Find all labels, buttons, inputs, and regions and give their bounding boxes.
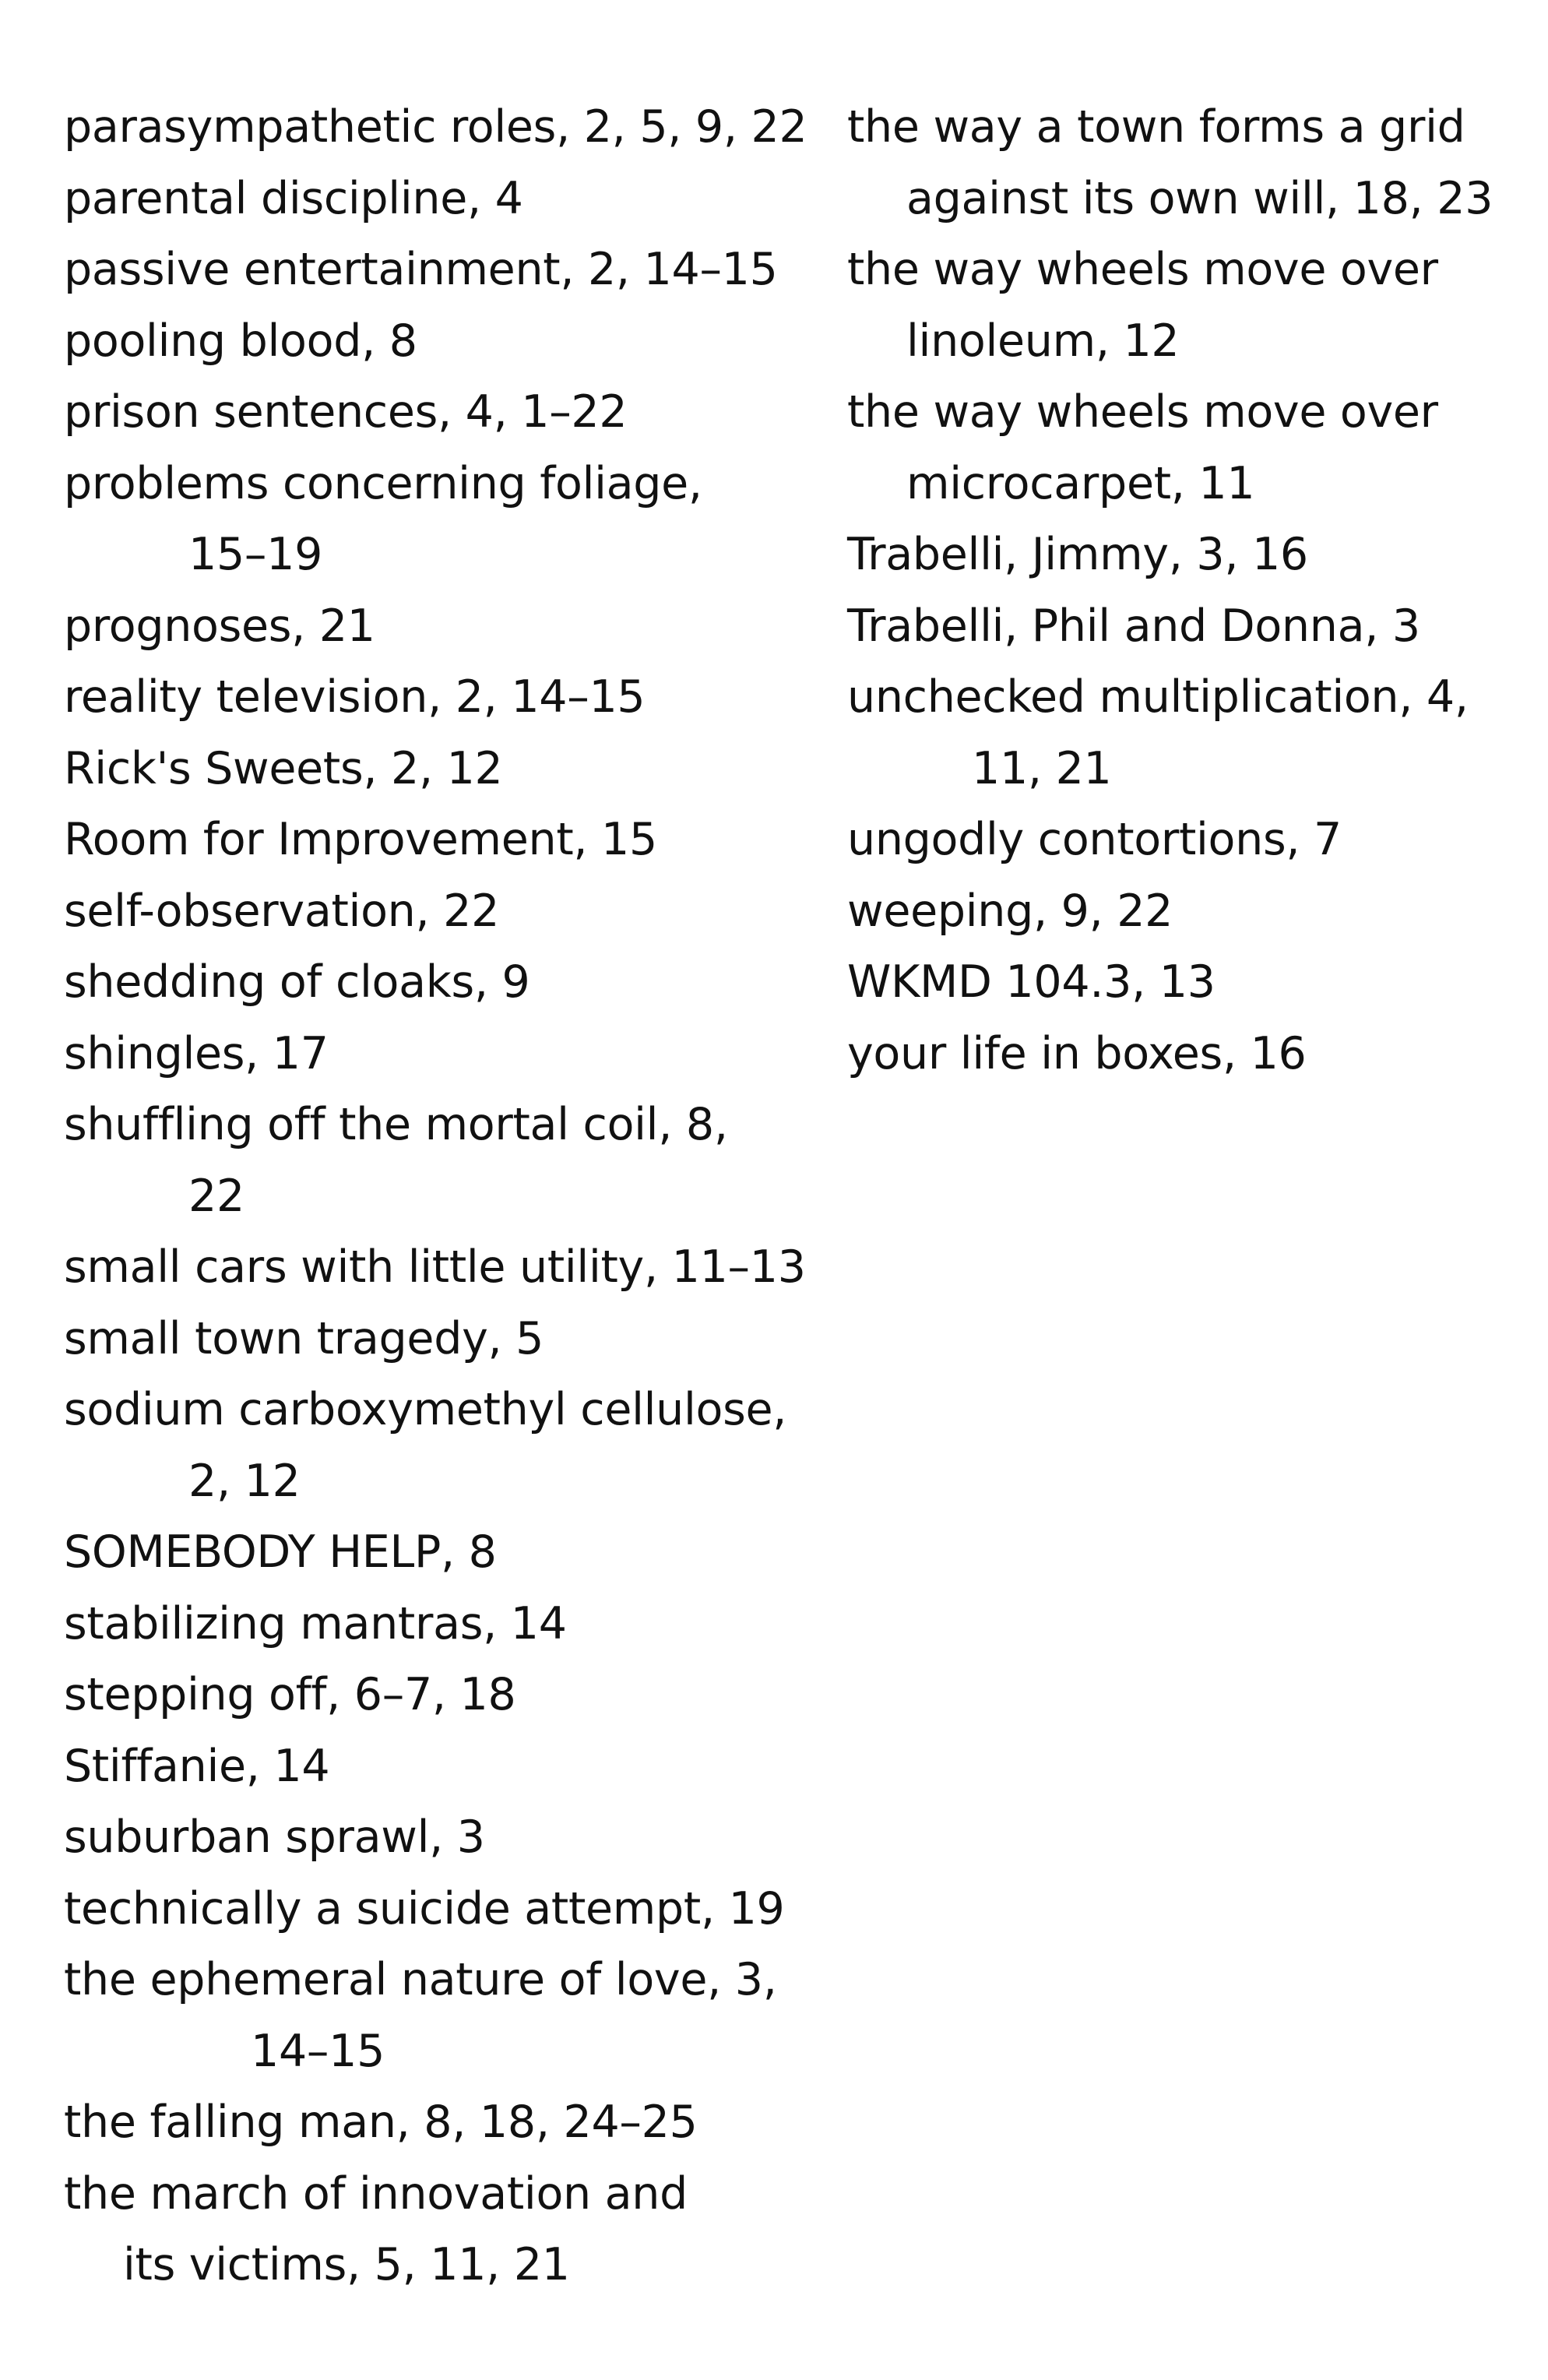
index-entry-continuation: against its own will, 18, 23 (906, 172, 1493, 224)
index-entry-continuation: linoleum, 12 (906, 315, 1180, 367)
index-entry: technically a suicide attempt, 19 (64, 1882, 785, 1935)
index-entry: parasympathetic roles, 2, 5, 9, 22 (64, 101, 807, 153)
index-entry: the way wheels move over (847, 386, 1438, 438)
index-entry: small town tragedy, 5 (64, 1312, 544, 1364)
index-entry: the march of innovation and (64, 2167, 688, 2220)
index-entry: self-observation, 22 (64, 885, 500, 937)
index-entry: parental discipline, 4 (64, 172, 523, 224)
index-entry-continuation: microcarpet, 11 (906, 457, 1255, 509)
index-entry: stabilizing mantras, 14 (64, 1597, 567, 1649)
index-entry: prognoses, 21 (64, 600, 375, 652)
index-entry: ungodly contortions, 7 (847, 814, 1342, 865)
index-entry: Stiffanie, 14 (64, 1740, 330, 1792)
index-entry: Rick's Sweets, 2, 12 (64, 742, 503, 794)
index-entry: the ephemeral nature of love, 3, (64, 1954, 777, 2005)
index-entry: unchecked multiplication, 4, (847, 671, 1469, 723)
index-entry: the way a town forms a grid (847, 101, 1465, 153)
index-entry: prison sentences, 4, 1–22 (64, 386, 628, 438)
index-column-right (847, 92, 1532, 1090)
index-column-left (64, 92, 811, 2301)
index-entry: suburban sprawl, 3 (64, 1811, 485, 1863)
index-entry: stepping off, 6–7, 18 (64, 1669, 516, 1720)
index-entry: WKMD 104.3, 13 (847, 956, 1216, 1008)
index-entry: shedding of cloaks, 9 (64, 956, 530, 1008)
index-entry: the falling man, 8, 18, 24–25 (64, 2097, 698, 2148)
index-entry: reality television, 2, 14–15 (64, 671, 646, 723)
index-entry-continuation: 15–19 (188, 529, 323, 580)
index-entry-continuation: its victims, 5, 11, 21 (123, 2239, 570, 2290)
index-entry: pooling blood, 8 (64, 315, 417, 367)
index-entry-continuation: 2, 12 (188, 1455, 301, 1507)
index-entry-continuation: 22 (188, 1170, 245, 1222)
index-entry: the way wheels move over (847, 244, 1438, 295)
index-entry-continuation: 14–15 (251, 2025, 385, 2077)
index-entry: problems concerning foliage, (64, 457, 702, 509)
index-entry: weeping, 9, 22 (847, 885, 1173, 937)
index-entry: small cars with little utility, 11–13 (64, 1241, 806, 1293)
index-entry: Trabelli, Phil and Donna, 3 (847, 600, 1420, 652)
index-entry: sodium carboxymethyl cellulose, (64, 1384, 787, 1435)
index-entry: shingles, 17 (64, 1027, 329, 1079)
index-entry: shuffling off the mortal coil, 8, (64, 1099, 728, 1150)
index-entry: your life in boxes, 16 (847, 1027, 1307, 1079)
index-entry: SOMEBODY HELP, 8 (64, 1526, 497, 1578)
index-entry-continuation: 11, 21 (972, 742, 1112, 794)
index-entry: passive entertainment, 2, 14–15 (64, 244, 778, 295)
index-entry: Room for Improvement, 15 (64, 814, 657, 865)
index-entry: Trabelli, Jimmy, 3, 16 (847, 529, 1308, 580)
